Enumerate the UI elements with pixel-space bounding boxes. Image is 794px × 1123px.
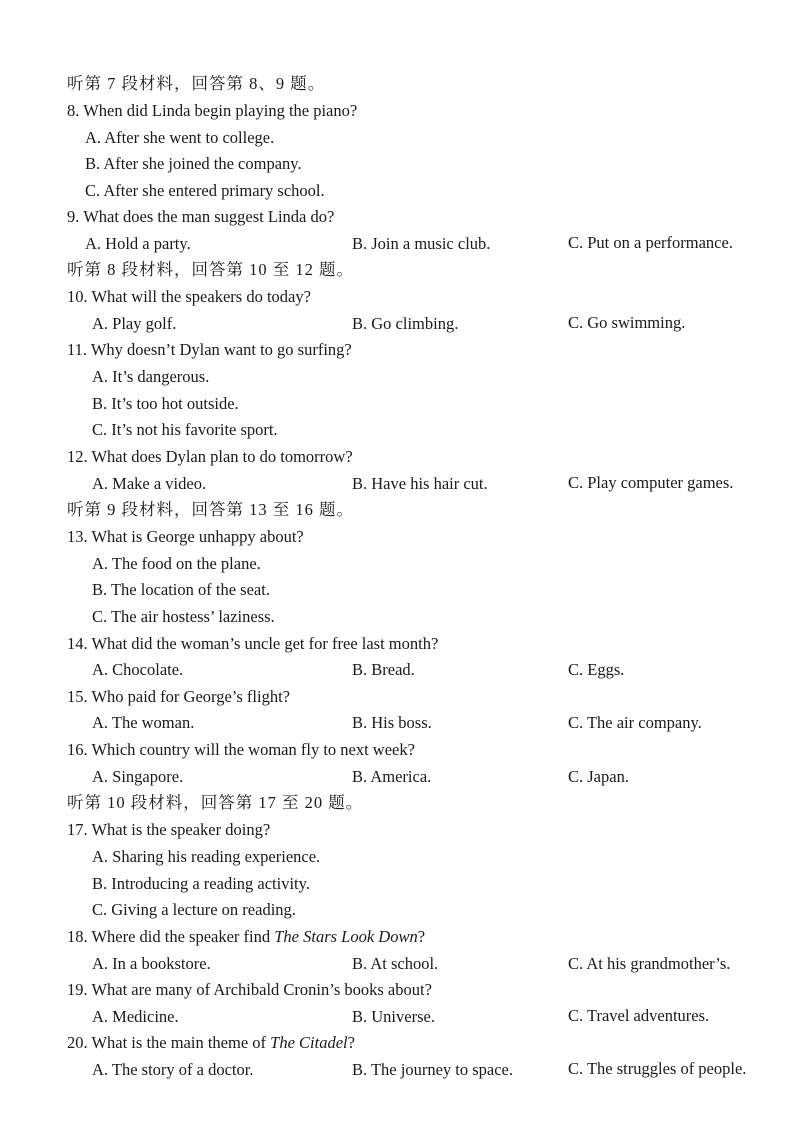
question-19-stem: 19. What are many of Archibald Cronin’s books about? [67, 980, 432, 999]
question-9-option-b[interactable]: B. Join a music club. [352, 234, 491, 253]
question-8-option-b[interactable]: B. After she joined the company. [85, 154, 302, 173]
question-18-book-title: The Stars Look Down [274, 927, 418, 946]
question-8-stem: 8. When did Linda begin playing the piano? [67, 101, 358, 120]
question-20-stem-suffix: ? [347, 1033, 355, 1052]
section-heading-9: 听第 9 段材料，回答第 13 至 16 题。 [67, 500, 354, 519]
question-12-option-b[interactable]: B. Have his hair cut. [352, 474, 488, 493]
question-20-option-a[interactable]: A. The story of a doctor. [92, 1060, 254, 1079]
question-20-book-title: The Citadel [270, 1033, 348, 1052]
question-19-option-c[interactable]: C. Travel adventures. [568, 1006, 710, 1025]
question-15-option-b[interactable]: B. His boss. [352, 713, 432, 732]
question-17-option-b[interactable]: B. Introducing a reading activity. [92, 874, 310, 893]
question-11-option-a[interactable]: A. It’s dangerous. [92, 367, 210, 386]
question-13-option-a[interactable]: A. The food on the plane. [92, 554, 261, 573]
question-20-stem-prefix: 20. What is the main theme of [67, 1033, 271, 1052]
question-11-option-b[interactable]: B. It’s too hot outside. [92, 394, 239, 413]
question-19-option-a[interactable]: A. Medicine. [92, 1007, 179, 1026]
question-13-option-c[interactable]: C. The air hostess’ laziness. [92, 607, 275, 626]
question-18-option-c[interactable]: C. At his grandmother’s. [568, 954, 731, 973]
question-9-option-c[interactable]: C. Put on a performance. [568, 233, 733, 252]
question-18-stem [67, 927, 425, 947]
question-9-option-a[interactable]: A. Hold a party. [85, 234, 191, 253]
question-10-option-c[interactable]: C. Go swimming. [568, 313, 686, 332]
question-17-option-c[interactable]: C. Giving a lecture on reading. [92, 900, 296, 919]
question-13-stem: 13. What is George unhappy about? [67, 527, 304, 546]
question-18-option-a[interactable]: A. In a bookstore. [92, 954, 211, 973]
question-16-option-a[interactable]: A. Singapore. [92, 767, 184, 786]
question-17-option-a[interactable]: A. Sharing his reading experience. [92, 847, 321, 866]
question-15-stem: 15. Who paid for George’s flight? [67, 687, 291, 706]
question-17-stem: 17. What is the speaker doing? [67, 820, 271, 839]
question-8-option-a[interactable]: A. After she went to college. [85, 128, 275, 147]
question-18-stem-suffix: ? [417, 927, 426, 946]
question-10-option-b[interactable]: B. Go climbing. [352, 314, 459, 333]
question-16-option-b[interactable]: B. America. [352, 767, 432, 786]
question-11-option-c[interactable]: C. It’s not his favorite sport. [92, 420, 278, 439]
question-18-option-b[interactable]: B. At school. [352, 954, 439, 973]
question-14-option-a[interactable]: A. Chocolate. [92, 660, 184, 679]
question-15-option-c[interactable]: C. The air company. [568, 713, 702, 732]
question-15-option-a[interactable]: A. The woman. [92, 713, 195, 732]
question-16-stem: 16. Which country will the woman fly to next week? [67, 740, 415, 759]
section-heading-8: 听第 8 段材料，回答第 10 至 12 题。 [67, 260, 354, 279]
section-heading-7: 听第 7 段材料，回答第 8、9 题。 [67, 74, 326, 93]
question-14-option-b[interactable]: B. Bread. [352, 660, 415, 679]
question-16-option-c[interactable]: C. Japan. [568, 767, 629, 786]
section-heading-10: 听第 10 段材料，回答第 17 至 20 题。 [67, 793, 364, 812]
question-9-stem: 9. What does the man suggest Linda do? [67, 207, 335, 226]
question-20-option-c[interactable]: C. The struggles of people. [568, 1059, 747, 1078]
question-14-option-c[interactable]: C. Eggs. [568, 660, 625, 679]
question-13-option-b[interactable]: B. The location of the seat. [92, 580, 270, 599]
question-14-stem: 14. What did the woman’s uncle get for free last month? [67, 634, 439, 653]
question-8-option-c[interactable]: C. After she entered primary school. [85, 181, 325, 200]
question-18-stem-prefix: 18. Where did the speaker find [67, 927, 275, 946]
question-12-stem: 12. What does Dylan plan to do tomorrow? [67, 447, 353, 466]
question-10-stem: 10. What will the speakers do today? [67, 287, 311, 306]
question-12-option-a[interactable]: A. Make a video. [92, 474, 207, 493]
question-10-option-a[interactable]: A. Play golf. [92, 314, 177, 333]
question-19-option-b[interactable]: B. Universe. [352, 1007, 435, 1026]
question-20-stem [67, 1033, 355, 1053]
question-20-option-b[interactable]: B. The journey to space. [352, 1060, 513, 1079]
question-12-option-c[interactable]: C. Play computer games. [568, 473, 734, 492]
question-11-stem: 11. Why doesn’t Dylan want to go surfing? [67, 340, 352, 359]
